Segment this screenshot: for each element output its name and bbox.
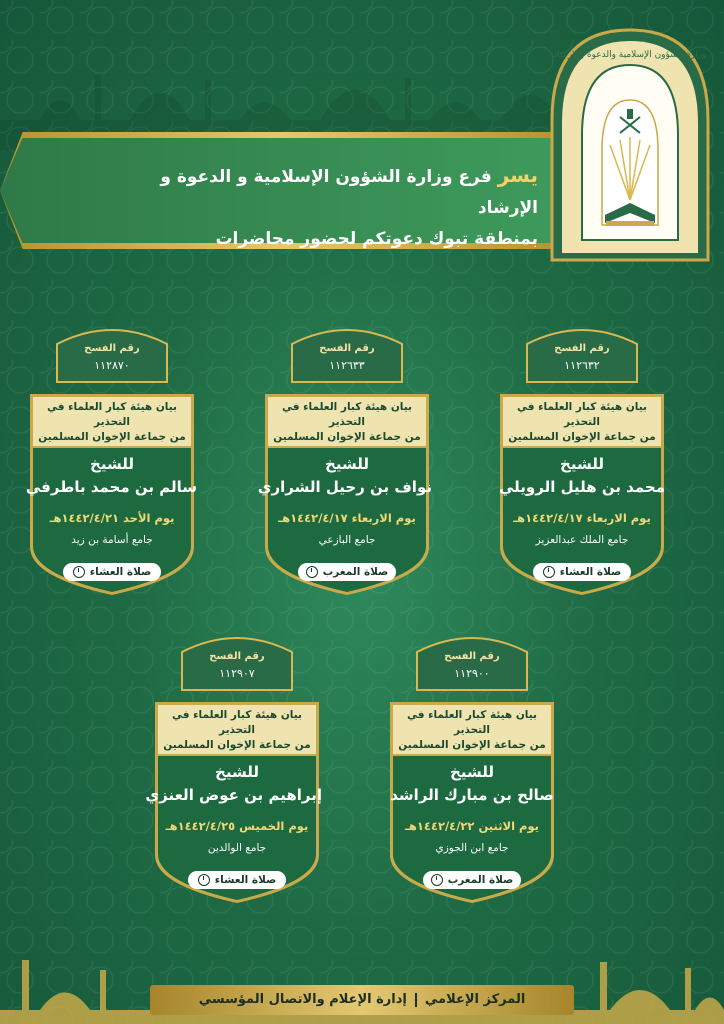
mosque-name: جامع ابن الجوزي <box>435 842 509 854</box>
lecture-card <box>387 630 557 905</box>
topic-line2: من جماعة الإخوان المسلمين <box>273 431 421 443</box>
header-line1-rest: فرع وزارة الشؤون الإسلامية و الدعوة و الإرشاد <box>160 167 538 218</box>
lecture-date: يوم الخميس ١٤٤٢/٤/٢٥هـ <box>165 819 309 833</box>
header-line2: بمنطقة تبوك دعوتكم لحضور محاضرات <box>215 229 538 249</box>
sheikh-name: نواف بن رحيل الشراري <box>257 478 432 496</box>
prayer-badge <box>423 871 521 889</box>
sheikh-label: للشيخ <box>325 455 369 473</box>
prayer-label: صلاة العشاء <box>89 566 152 578</box>
lecture-topic <box>270 400 424 445</box>
mosque-name: جامع الوالدين <box>207 842 267 854</box>
lecture-card <box>497 322 667 597</box>
lecture-date: يوم الاثنين ١٤٤٢/٤/٢٢هـ <box>405 819 539 833</box>
lecture-date: يوم الاربعاء ١٤٤٢/٤/١٧هـ <box>278 511 416 525</box>
permit-number: ١١٢٦٣٣ <box>329 359 365 372</box>
prayer-badge <box>188 871 286 889</box>
mosque-name: جامع أسامة بن زيد <box>71 534 153 546</box>
footer-bar <box>150 985 574 1015</box>
prayer-label: صلاة العشاء <box>214 874 277 886</box>
lecture-date: يوم الاربعاء ١٤٤٢/٤/١٧هـ <box>513 511 651 525</box>
lecture-topic <box>35 400 189 445</box>
topic-line1: بيان هيئة كبار العلماء في التحذير <box>407 709 537 736</box>
permit-number: ١١٢٨٧٠ <box>94 359 130 372</box>
sheikh-name: صالح بن مبارك الراشد <box>390 786 554 804</box>
permit-label: رقم الفسح <box>84 343 140 354</box>
header-line1 <box>158 160 538 224</box>
lecture-topic <box>395 708 549 753</box>
permit-number: ١١٢٦٣٢ <box>564 359 600 372</box>
topic-line2: من جماعة الإخوان المسلمين <box>163 739 311 751</box>
clock-icon <box>431 874 443 886</box>
prayer-badge <box>63 563 161 581</box>
permit-number: ١١٢٩٠٠ <box>454 667 490 680</box>
lecture-card <box>145 630 322 905</box>
topic-line1: بيان هيئة كبار العلماء في التحذير <box>172 709 302 736</box>
topic-line1: بيان هيئة كبار العلماء في التحذير <box>282 401 412 428</box>
permit-label: رقم الفسح <box>319 343 375 354</box>
permit-label: رقم الفسح <box>444 651 500 662</box>
topic-line2: من جماعة الإخوان المسلمين <box>398 739 546 751</box>
lecture-card <box>27 322 197 597</box>
permit-number: ١١٢٩٠٧ <box>219 667 255 680</box>
footer-divider <box>415 993 417 1007</box>
lecture-topic <box>505 400 659 445</box>
permit-label: رقم الفسح <box>554 343 610 354</box>
ministry-logo <box>540 25 720 265</box>
prayer-badge <box>298 563 396 581</box>
sheikh-name: إبراهيم بن عوض العنزي <box>145 786 322 804</box>
header-text <box>158 160 538 255</box>
topic-line2: من جماعة الإخوان المسلمين <box>508 431 656 443</box>
permit-label: رقم الفسح <box>209 651 265 662</box>
lecture-card <box>257 322 432 597</box>
sheikh-label: للشيخ <box>215 763 259 781</box>
clock-icon <box>543 566 555 578</box>
footer-center: المركز الإعلامي <box>424 992 526 1007</box>
lecture-topic <box>160 708 314 753</box>
header-highlight: يسر <box>497 163 538 187</box>
mosque-name: جامع البازعي <box>318 534 376 546</box>
prayer-badge <box>533 563 631 581</box>
mosque-name: جامع الملك عبدالعزيز <box>535 534 629 546</box>
sheikh-label: للشيخ <box>560 455 604 473</box>
prayer-label: صلاة العشاء <box>559 566 622 578</box>
clock-icon <box>198 874 210 886</box>
clock-icon <box>73 566 85 578</box>
prayer-label: صلاة المغرب <box>447 874 514 886</box>
lecture-date: يوم الأحد ١٤٤٢/٤/٢١هـ <box>49 511 175 525</box>
footer-department: إدارة الإعلام والاتصال المؤسسي <box>198 992 407 1007</box>
clock-icon <box>306 566 318 578</box>
sheikh-label: للشيخ <box>450 763 494 781</box>
topic-line2: من جماعة الإخوان المسلمين <box>38 431 186 443</box>
sheikh-name: محمد بن هليل الرويلي <box>498 478 665 496</box>
topic-line1: بيان هيئة كبار العلماء في التحذير <box>517 401 647 428</box>
prayer-label: صلاة المغرب <box>322 566 389 578</box>
topic-line1: بيان هيئة كبار العلماء في التحذير <box>47 401 177 428</box>
sheikh-label: للشيخ <box>90 455 134 473</box>
logo-arc-text: وزارة الشؤون الإسلامية والدعوة والإرشاد <box>553 50 707 60</box>
sheikh-name: سالم بن محمد باطرفي <box>25 478 197 496</box>
